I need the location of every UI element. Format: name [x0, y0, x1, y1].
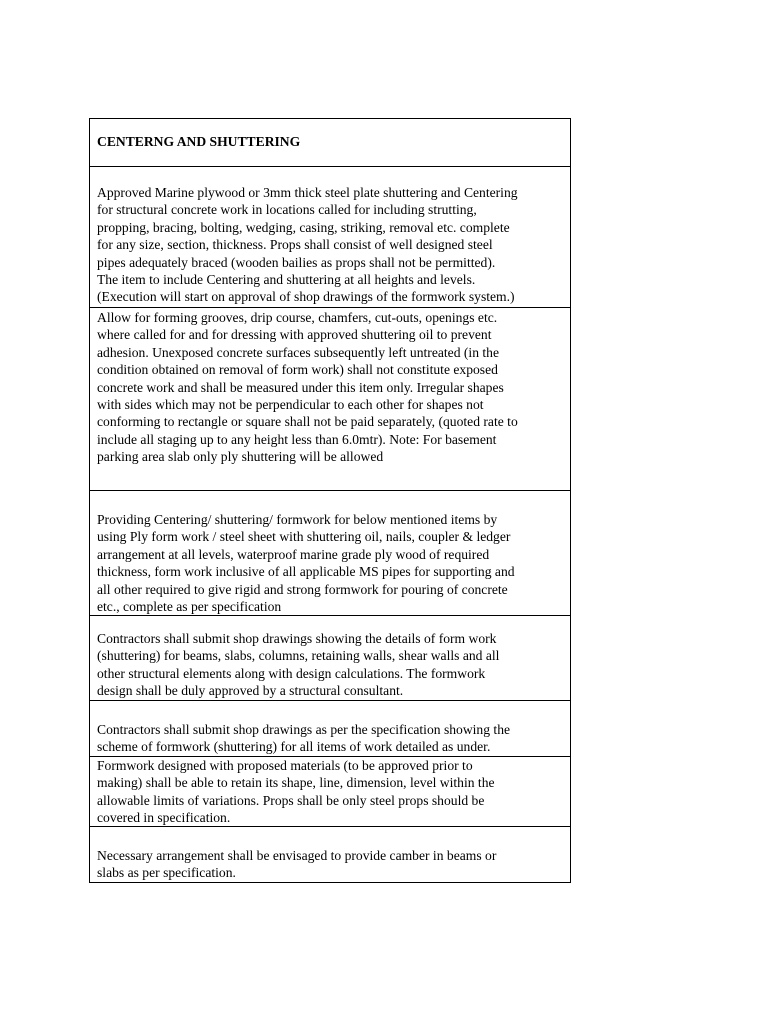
specification-table: [89, 118, 571, 883]
clause-text: Necessary arrangement shall be envisaged to provide camber in beams or slabs as per specification.: [97, 848, 497, 881]
clause-text: Contractors shall submit shop drawings as per the specification showing the scheme of formwork (shuttering) for all items of work detailed as under.: [97, 722, 511, 755]
clause-text: Approved Marine plywood or 3mm thick steel plate shuttering and Centering for structural concrete work in locations called for including strutting, propping, bracing, bolting, wedging, casing, striking, removal etc. complete for any size, section, thickness. Props shall consist of well designed steel pipes adequately braced (wooden bailies as props shall not be permitted). The item to include Centering and shuttering at all heights and levels. (Execution will start on approval of shop drawings of the formwork system.): [97, 185, 518, 305]
clause-text: Contractors shall submit shop drawings showing the details of form work (shuttering) for beams, slabs, columns, retaining walls, shear walls and all other structural elements along with design calculations. The formwork design shall be duly approved by a structural consultant.: [97, 631, 500, 699]
clause-cell: [90, 490, 570, 615]
title-cell: [90, 119, 570, 166]
document-title: CENTERNG AND SHUTTERING: [97, 134, 301, 149]
clause-cell: [90, 307, 570, 490]
clause-cell: [90, 615, 570, 700]
clause-text: Formwork designed with proposed materials (to be approved prior to making) shall be able to retain its shape, line, dimension, level within the allowable limits of variations. Props shall be only steel props should be covered in specification.: [97, 758, 495, 826]
clause-cell: [90, 826, 570, 882]
clause-cell: [90, 756, 570, 826]
clause-cell: [90, 700, 570, 756]
clause-cell: [90, 166, 570, 307]
clause-text: Allow for forming grooves, drip course, chamfers, cut-outs, openings etc. where called for and for dressing with approved shuttering oil to prevent adhesion. Unexposed concrete surfaces subsequently left untreated (in the condition obtained on removal of form work) shall not constitute exposed concrete work and shall be measured under this item only. Irregular shapes with sides which may not be perpendicular to each other for shapes not conforming to rectangle or square shall not be paid separately, (quoted rate to include all staging up to any height less than 6.0mtr). Note: For basement parking area slab only ply shuttering will be allowed: [97, 310, 518, 465]
clause-text: Providing Centering/ shuttering/ formwork for below mentioned items by using Ply form work / steel sheet with shuttering oil, nails, coupler & ledger arrangement at all levels, waterproof marine grade ply wood of required thickness, form work inclusive of all applicable MS pipes for supporting and all other required to give rigid and strong formwork for pouring of concrete etc., complete as per specification: [97, 512, 515, 615]
